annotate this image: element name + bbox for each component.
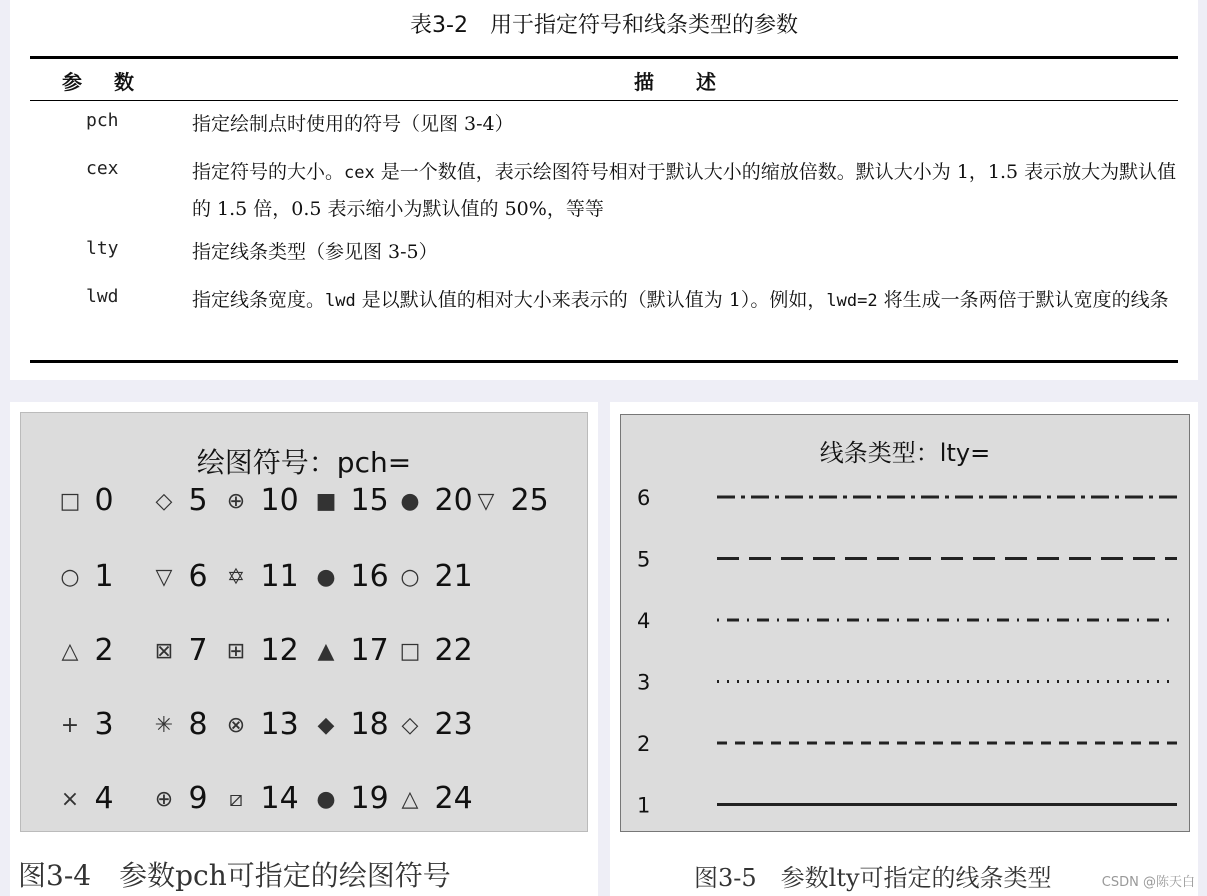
table-bottom-rule (30, 360, 1178, 363)
pch-glyph: ▲ (317, 639, 335, 664)
pch-number: 9 (179, 781, 208, 816)
pch-glyph: ● (316, 565, 336, 590)
pch-symbol-cell (55, 483, 114, 518)
pch-glyph: ▽ (155, 565, 173, 590)
pch-glyph: ○ (60, 565, 80, 590)
parameter-table-panel (10, 0, 1198, 380)
desc-code: lwd (325, 291, 356, 311)
pch-number: 4 (85, 781, 114, 816)
lty-label: 4 (637, 609, 651, 633)
pch-symbol-cell (149, 707, 208, 742)
pch-glyph: △ (61, 639, 79, 664)
pch-symbol-cell (311, 559, 389, 594)
pch-symbol-cell (311, 633, 389, 668)
pch-number: 0 (85, 483, 114, 518)
pch-symbol-cell (395, 559, 473, 594)
pch-number: 5 (179, 483, 208, 518)
pch-number: 24 (425, 781, 473, 816)
pch-number: 17 (341, 633, 389, 668)
lty-label: 3 (637, 670, 651, 695)
pch-symbol-cell (55, 559, 114, 594)
pch-number: 8 (179, 707, 208, 742)
pch-symbol-cell (221, 633, 299, 668)
param-name: cex (86, 158, 119, 179)
pch-number: 15 (341, 483, 389, 518)
pch-symbol-cell (149, 483, 208, 518)
pch-glyph: ▽ (477, 489, 495, 514)
pch-glyph: ⊠ (154, 639, 174, 664)
table-top-rule (30, 56, 1178, 59)
param-desc: 指定绘制点时使用的符号（见图 3-4） (192, 113, 514, 135)
pch-number: 23 (425, 707, 473, 742)
pch-number: 20 (425, 483, 473, 518)
pch-glyph: ✡ (226, 565, 246, 590)
pch-symbol-cell (395, 633, 473, 668)
pch-symbol-cell (55, 781, 114, 816)
pch-number: 22 (425, 633, 473, 668)
pch-number: 11 (251, 559, 299, 594)
figure-pch-symbols (10, 402, 598, 896)
pch-glyph: × (60, 787, 80, 812)
pch-symbol-cell (221, 707, 299, 742)
pch-glyph: ⊗ (226, 713, 246, 738)
pch-number: 7 (179, 633, 208, 668)
pch-number: 16 (341, 559, 389, 594)
pch-symbol-cell (55, 633, 114, 668)
table-header-rule (30, 100, 1178, 101)
pch-glyph: ⧄ (229, 787, 243, 812)
pch-number: 13 (251, 707, 299, 742)
pch-number: 25 (501, 483, 549, 518)
lty-label: 5 (637, 547, 651, 572)
pch-symbol-cell (221, 483, 299, 518)
desc-text: 是一个数值，表示绘图符号相对于默认大小的缩放倍数。默认大小为 1，1.5 表示放大为默认值的 1.5 倍，0.5 表示缩小为默认值的 50%，等等 (192, 161, 1177, 220)
pch-number: 21 (425, 559, 473, 594)
figure-caption: 图3-5 参数lty可指定的线条类型 (694, 864, 1052, 892)
pch-number: 18 (341, 707, 389, 742)
pch-number: 14 (251, 781, 299, 816)
pch-glyph: ⊕ (154, 787, 174, 812)
figure-title: 线条类型：lty= (819, 439, 991, 467)
pch-glyph: ⊕ (226, 489, 246, 514)
desc-code: cex (344, 163, 375, 183)
pch-glyph: + (60, 713, 80, 738)
pch-glyph: ■ (315, 489, 337, 514)
pch-glyph: ○ (400, 565, 420, 590)
lty-label: 6 (637, 486, 651, 510)
header-param: 参数 (62, 70, 166, 94)
pch-number: 2 (85, 633, 114, 668)
pch-glyph: □ (59, 489, 81, 514)
pch-symbol-cell (149, 559, 208, 594)
desc-text: 指定符号的大小。 (192, 161, 345, 183)
pch-glyph: ● (400, 489, 420, 514)
figure-lty-lines (610, 402, 1198, 896)
pch-number: 12 (251, 633, 299, 668)
pch-symbol-cell (395, 781, 473, 816)
pch-symbol-cell (395, 707, 473, 742)
header-desc: 描述 (634, 70, 758, 94)
lty-line-chart (620, 414, 1190, 832)
desc-text: 是以默认值的相对大小来表示的（默认值为 1）。例如， (355, 289, 827, 311)
figure-caption: 图3-4 参数pch可指定的绘图符号 (18, 859, 451, 892)
desc-text: 指定线条宽度。 (192, 289, 326, 311)
pch-glyph: ● (316, 787, 336, 812)
pch-number: 1 (85, 559, 114, 594)
pch-number: 10 (251, 483, 299, 518)
param-desc: 指定线条类型（参见图 3-5） (192, 241, 438, 263)
pch-glyph: △ (401, 787, 419, 812)
table-caption: 表3-2 用于指定符号和线条类型的参数 (410, 13, 798, 38)
lty-label: 1 (637, 793, 651, 818)
pch-glyph: ◇ (401, 713, 419, 738)
figure-title: 绘图符号：pch= (196, 446, 412, 479)
pch-glyph: ◆ (317, 713, 335, 738)
watermark: CSDN @陈天白 (1101, 875, 1195, 890)
pch-symbol-cell (149, 781, 208, 816)
pch-symbol-cell (311, 707, 389, 742)
desc-text: 将生成一条两倍于默认宽度的线条 (877, 289, 1169, 311)
pch-symbol-cell (149, 633, 208, 668)
pch-symbol-cell (311, 781, 389, 816)
pch-glyph: ◇ (155, 489, 173, 514)
pch-symbol-cell (311, 483, 389, 518)
param-desc (192, 154, 1182, 227)
lty-label: 2 (637, 732, 651, 756)
desc-code: lwd=2 (826, 291, 878, 311)
pch-symbol-cell (221, 559, 299, 594)
param-name: lty (86, 238, 119, 259)
pch-glyph: □ (399, 639, 421, 664)
pch-number: 6 (179, 559, 208, 594)
pch-symbol-cell (471, 483, 549, 518)
pch-glyph: ✳ (154, 713, 174, 738)
pch-number: 3 (85, 707, 114, 742)
line-types-svg (621, 415, 1189, 831)
param-name: lwd (86, 286, 119, 307)
pch-symbol-cell (221, 781, 299, 816)
pch-symbol-grid (20, 412, 588, 832)
pch-number: 19 (341, 781, 389, 816)
pch-symbol-cell (395, 483, 473, 518)
param-name: pch (86, 110, 119, 131)
pch-symbol-cell (55, 707, 114, 742)
pch-glyph: ⊞ (226, 639, 246, 664)
param-desc (192, 282, 1182, 319)
